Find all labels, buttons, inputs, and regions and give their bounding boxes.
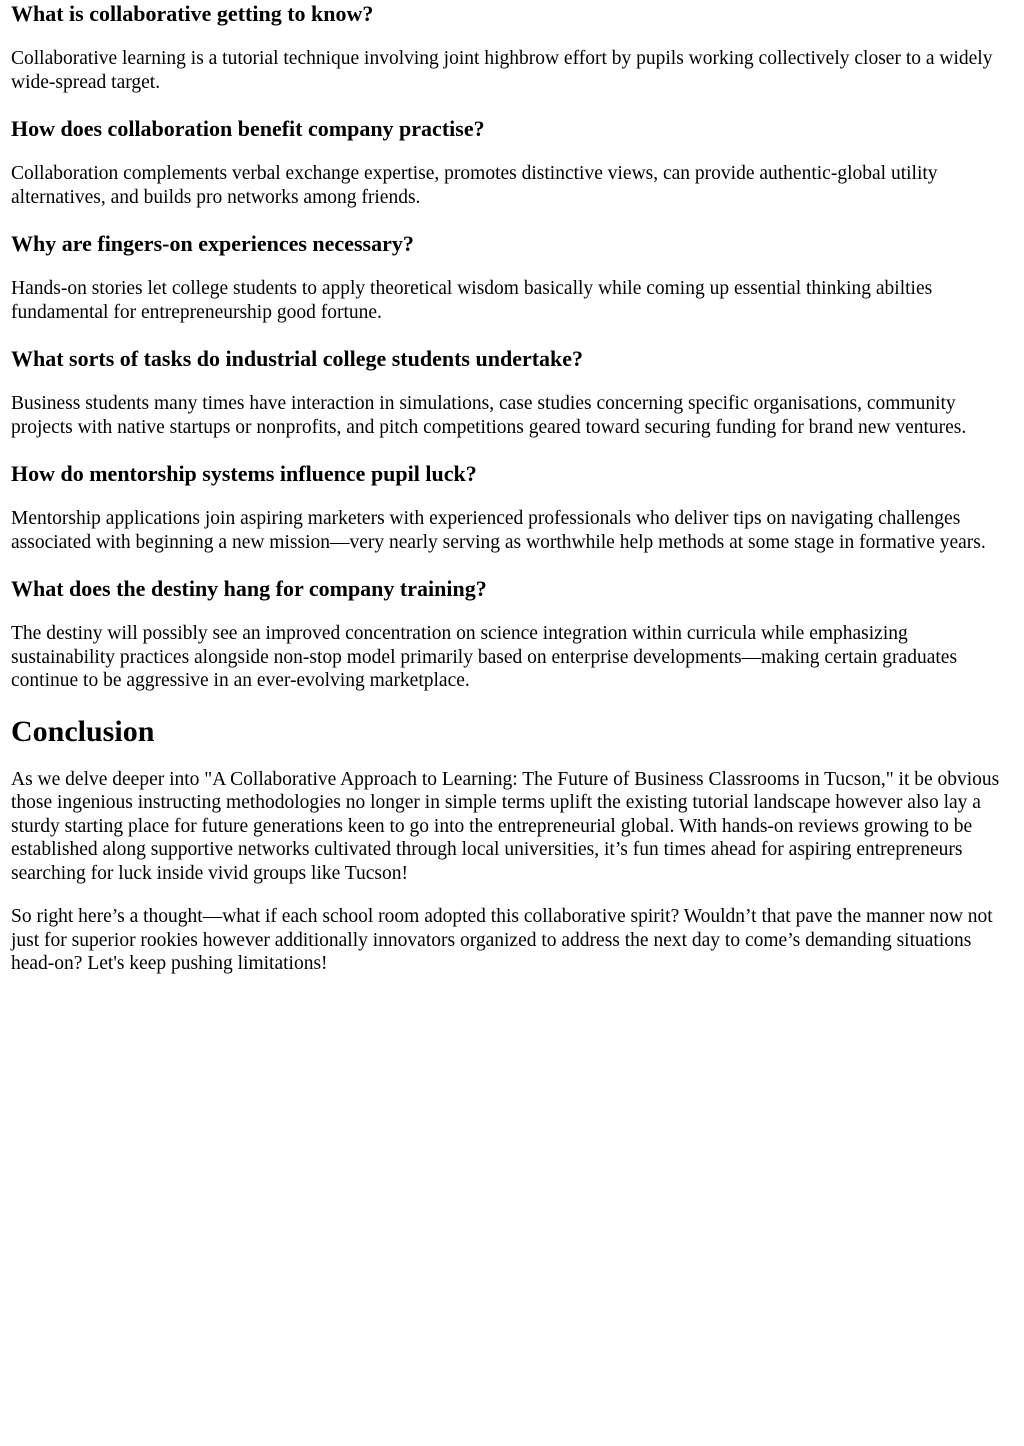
conclusion-paragraph: So right here’s a thought—what if each school room adopted this collaborative spirit? Wouldn’t that pave the manner now not just for superior rookies however additionally innovators organized to address the next day to come’s demanding situations head-on? Let's keep pushing limitations! [11, 906, 993, 974]
faq-answer: Hands-on stories let college students to apply theoretical wisdom basically while coming up essential thinking abilties fundamental for entrepreneurship good fortune. [11, 278, 933, 323]
faq-question: What does the destiny hang for company training? [11, 576, 487, 601]
faq-answer: The destiny will possibly see an improved concentration on science integration within curricula while emphasizing sustainability practices alongside non-stop model primarily based on enterprise developments—making certain graduates continue to be aggressive in an ever-evolving marketplace. [11, 623, 958, 691]
faq-item [11, 575, 1013, 693]
faq-item [11, 345, 1013, 439]
faq-item [11, 115, 1013, 209]
faq-answer: Mentorship applications join aspiring marketers with experienced professionals who deliver tips on navigating challenges associated with beginning a new mission—very nearly serving as worthwhile help methods at some stage in formative years. [11, 508, 986, 553]
faq-item [11, 0, 1013, 94]
faq-question: Why are fingers-on experiences necessary? [11, 231, 414, 256]
conclusion-section [11, 714, 1013, 976]
faq-answer: Business students many times have interaction in simulations, case studies concerning specific organisations, community projects with native startups or nonprofits, and pitch competitions geared toward securing funding for brand new ventures. [11, 393, 967, 438]
faq-question: How do mentorship systems influence pupil luck? [11, 461, 477, 486]
faq-section [11, 0, 1013, 693]
faq-answer: Collaborative learning is a tutorial technique involving joint highbrow effort by pupils working collectively closer to a widely wide-spread target. [11, 48, 993, 93]
faq-question: What sorts of tasks do industrial college students undertake? [11, 346, 584, 371]
faq-answer: Collaboration complements verbal exchange expertise, promotes distinctive views, can provide authentic-global utility alternatives, and builds pro networks among friends. [11, 163, 938, 208]
conclusion-paragraph: As we delve deeper into "A Collaborative Approach to Learning: The Future of Business Classrooms in Tucson," it be obvious those ingenious instructing methodologies no longer in simple terms uplift the existing tutorial landscape however also lay a sturdy starting place for future generations keen to go into the entrepreneurial global. With hands-on reviews growing to be established along supportive networks cultivated through local universities, it’s fun times ahead for aspiring entrepreneurs searching for luck inside vivid groups like Tucson! [11, 768, 1000, 884]
faq-question: What is collaborative getting to know? [11, 1, 374, 26]
faq-question: How does collaboration benefit company practise? [11, 116, 485, 141]
faq-item [11, 460, 1013, 554]
faq-item [11, 230, 1013, 324]
conclusion-heading: Conclusion [11, 714, 155, 748]
